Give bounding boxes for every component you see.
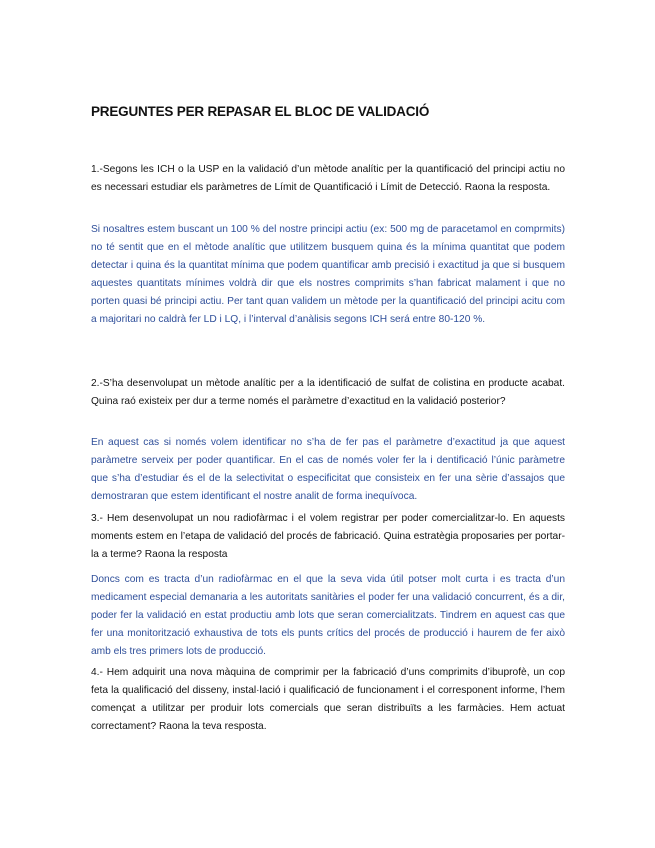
answer-1: Si nosaltres estem buscant un 100 % del nostre principi actiu (ex: 500 mg de paracetamol en comprmits) no té sentit que en el mètode analític que utilitzem busquem quina és la mínima quantitat que podem detectar i quina és la quantitat mínima que podem quantificar amb precisió i exactitud ja que si busquem aquestes quantitats mínimes voldrà dir que els nostres comprimits s’han fabricat malament i que no porten quasi bé principi actiu. Per tant quan validem un mètode per la quantificació del principi acitu com a majoritari no caldrà fer LD i LQ, i l’interval d’anàlisis segons ICH será entre 80-120 %. [91, 224, 565, 325]
answer-3: Doncs com es tracta d’un radiofàrmac en el que la seva vida útil potser molt curta i es tracta d’un medicament especial demanaria a les autoritats sanitàries el poder fer una validació concurrent, és a dir, poder fer la validació en estat productiu amb lots que seran comercialitzats. Tindrem en aquest cas que fer una monitorització exhaustiva de tots els punts crítics del procés de producció i haurem de fer això amb els tres primers lots de producció. [91, 574, 565, 657]
question-1: 1.-Segons les ICH o la USP en la validació d’un mètode analític per la quantificació del principi actiu no es necessari estudiar els paràmetres de Límit de Quantificació i Límit de Detecció. Raona la resposta. [91, 164, 565, 193]
question-2: 2.-S’ha desenvolupat un mètode analític per a la identificació de sulfat de colistina en producte acabat. Quina raó existeix per dur a terme només el paràmetre d’exactitud en la validació posterior? [91, 378, 565, 407]
document-title: PREGUNTES PER REPASAR EL BLOC DE VALIDACIÓ [91, 104, 430, 119]
question-4: 4.- Hem adquirit una nova màquina de comprimir per la fabricació d’uns comprimits d’ibuprofè, un cop feta la qualificació del disseny, instal·lació i qualificació de funcionament i el corresponent informe, l’hem començat a utilitzar per produir lots comercials que seran distribuïts a les farmàcies. Hem actuat correctament? Raona la teva resposta. [91, 667, 565, 732]
question-3: 3.- Hem desenvolupat un nou radiofàrmac i el volem registrar per poder comercialitzar-lo. En aquests moments estem en l’etapa de validació del procés de fabricació. Quina estratègia proposaries per portar-la a terme? Raona la resposta [91, 513, 565, 560]
answer-2: En aquest cas si només volem identificar no s’ha de fer pas el paràmetre d’exactitud ja que aquest paràmetre serveix per poder quantificar. En el cas de només voler fer la i dentificació l’únic paràmetre que s’ha d’estudiar és el de la selectivitat o especificitat que consisteix en fer una sèrie d’assajos que demostraran que estem identificant el nostre analit de forma inequívoca. [91, 437, 565, 502]
